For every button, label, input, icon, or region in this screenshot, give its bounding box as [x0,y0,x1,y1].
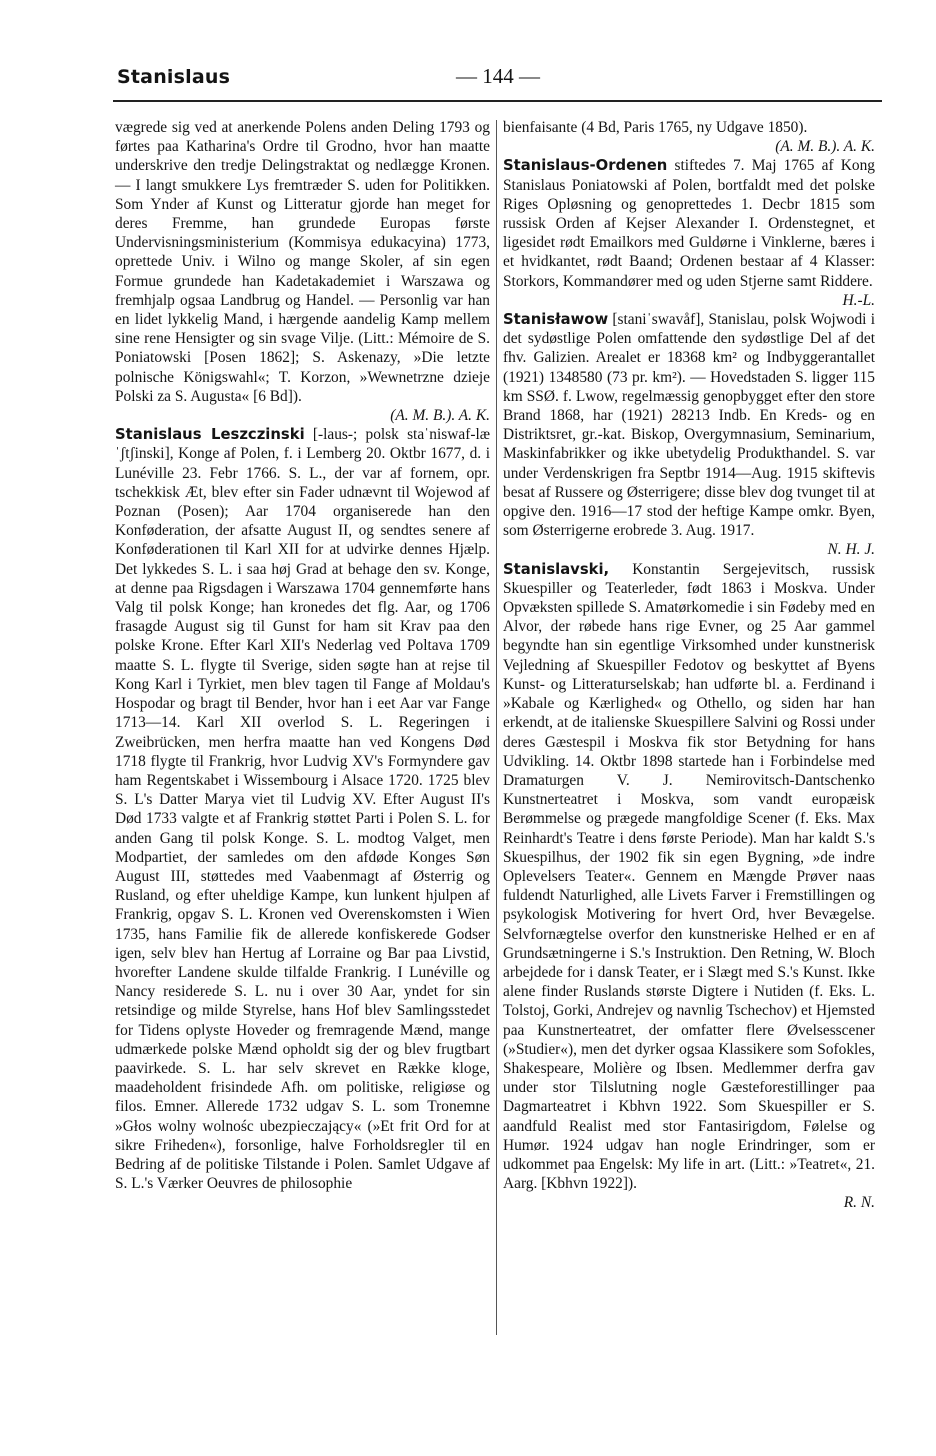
entry-stanislawow [503,310,875,560]
paragraph-text: bienfaisante (4 Bd, Paris 1765, ny Udgave 1850). [503,119,808,136]
continued-paragraph [115,118,490,425]
entry-headword: Stanislaus-Ordenen [503,157,668,175]
entry-stanislavski [503,560,875,1213]
running-headword: Stanislaus [117,66,231,88]
left-column [115,118,490,1193]
author-signature: (A. M. B.). A. K. [775,138,875,156]
header-rule [113,100,882,102]
page-header [0,0,936,110]
author-signature: N. H. J. [827,541,875,559]
right-column [503,118,875,1213]
entry-text: [-laus-; polsk staˈniswaf-læˈʃtʃinski], Konge af Polen, f. i Lemberg 20. Oktbr 1677, d. i Lunéville 23. Febr 1766. S. L., der var af fornem, opr. tschekkisk Æt, blev efter sin Fader udnævnt til Wojewod af Poznan (Posen); Aar 1704 organiserede han den Konføderation, der afsatte August II, og sendtes senere af Konføderationen til Karl XII for at udvirke dennes Hjælp. Det lykkedes S. L. i saa høj Grad at behage den sv. Konge, at denne paa Rigsdagen i Warszawa 1704 gennemførte hans Valg til polsk Konge; han kronedes det flg. Aar, og 1706 frasagde August sig til Gunst for ham sit Krav paa den polske Krone. Efter Karl XII's Nederlag ved Poltava 1709 maatte S. L. flygte til Sverige, siden søgte han at rejse til Kong Karl i Tyrkiet, men blev tagen til Fange af Moldau's Hospodar og bragt til Bender, hvor han i eet Aar var Fange 1713—14. Karl XII overlod S. L. Regeringen i Zweibrücken, men herfra maatte han ved Kongens Død 1718 flygte til Frankrig, hvor Ludvig XV's Formyndere gav ham Regentskabet i Wissembourg i Alsace 1720. 1725 blev S. L's Datter Marya viet til Ludvig XV. Efter August II's Død 1733 valgte et af Frankrig støttet Parti i Polen S. L. for anden Gang til polsk Konge. S. L. modtog Valget, men Modpartiet, der samledes om den afdøde Konges Søn August III, støttedes med Vaabenmagt af Østerrig og Rusland, og efter uheldige Kampe, kun lunkent hjulpen af Frankrig, opgav S. L. Kronen ved Overenskomsten i Wien 1735, hans Familie fik de allerede konfiskerede Godser igen, selv blev han Hertug af Lorraine og Bar paa Livstid, hvorefter Landene skulde tilfalde Frankrig. I Lunéville og Nancy residerede S. L. nu i over 30 Aar, yndet for sin retsindige og milde Styrelse, hans Hof blev Samlingsstedet for Tidens oplyste Hoveder og fremragende Mænd, mange udmærkede polske Mænd opholdt sig der og blev frugtbart paavirkede. S. L. har selv skrevet en Række kloge, maadeholdent frisindede Afh. om politiske, religiøse og filos. Emner. Allerede 1732 udgav S. L. som Tronemne »Głos wolny wolnośc ubezpieczający« (»Et frit Ord for at sikre Friheden«), forsonlige, halve Forholdsregler til en Bedring af de politiske Tilstande i Polen. Samlet Udgave af S. L.'s Værker Oeuvres de philosophie [115,426,490,1193]
paragraph-text: vægrede sig ved at anerkende Polens anden Deling 1793 og førtes paa Katharina's Ordre til Grodno, hvor han maatte underskrive den tredje Delingstraktat og nedlægge Kronen. — I langt smukkere Lys fremtræder S. uden for Politikken. Som Ynder af Kunst og Litteratur gjorde han meget for deres Fremme, han grundede Europas første Undervisningsministerium (Kommisya edukacyina) 1773, oprettede Univ. i Wilno og mange Skoler, af sin egen Formue grundede han Kadetakademiet i Warszawa og fremhjalp ogsaa Landbrug og Handel. — Personlig var han en lidet lykkelig Mand, i hærgende aandelig Kamp mellem sine rene Hensigter og sin svage Vilje. (Litt.: Mémoire de S. Poniatowski [Posen 1862]; S. Askenazy, »Die letzte polnische Königswahl«; T. Korzon, »Wewnetrzne dzieje Polski za S. Augusta« [6 Bd]). [115,119,490,405]
entry-stanislaus-ordenen [503,156,875,310]
continued-paragraph [503,118,875,156]
entry-headword: Stanislavski, [503,560,610,578]
entry-text: Konstantin Sergejevitsch, russisk Skuespiller og Teaterleder, født 1863 i Moskva. Under Opvæksten spillede S. Amatørkomedie i sin Fødeby med en Alvor, der røbede hans rige Evner, og 25 Aar gammel begyndte han sin egentlige Virksomhed under kunstnerisk Vejledning af Skuespiller Fedotov og beskyttet af Byens Kunst- og Litteraturselskab; han udførte bl. a. Ferdinand i »Kabale og Kærlighed« og Othello, og siden har han erkendt, at de italienske Skuespillere Salvini og Rossi under deres Gæstespil i Moskva fik stor Betydning for hans Udvikling. 14. Oktbr 1898 startede han i Forbindelse med Dramaturgen V. J. Nemirovitsch-Dantschenko Kunstnerteatret i Moskva, som vandt europæisk Berømmelse og prægede mangfoldige Scener (f. Eks. Max Reinhardt's Teatre i dens første Periode). Man har kaldt S.'s Skuespilhus, der 1902 fik sin egen Bygning, »de indre Oplevelsers Teater«. Gennem en Mængde Prøver naas fuldendt Naturlighed, alle Livets Farver i Fremstillingen og psykologisk Motivering for hvert Ord, hver Bevægelse. Selvfornægtelse overfor den kunstneriske Helhed er en af Grundsætningerne i S.'s Instruktion. Den Retning, W. Bloch arbejdede for i dansk Teater, er i Slægt med S.'s Kunst. Ikke alene finder Ruslands største Digtere i Nutiden (f. Eks. L. Tolstoj, Gorki, Andrejev og navnlig Tschechov) et Hjemsted paa Kunstnerteatret, der omfatter flere Øvelsesscener (»Studier«), men det dyrker ogsaa Klassikere som Sofokles, Shakespeare, Molière og Ibsen. Medlemmer derfra gav under stor Tilslutning nogle Gæsteforestillinger paa Dagmarteatret i Kbhvn 1922. Som Skuespiller er S. aandfuld Realist med stor Fantasirigdom, Følelse og Humør. 1924 udgav han nogle Erindringer, som er udkommet paa Engelsk: My life in art. (Litt.: »Teatret«, 21. Aarg. [Kbhvn 1922]). [503,560,875,1193]
author-signature: (A. M. B.). A. K. [390,407,490,425]
author-signature: R. N. [843,1194,875,1212]
entry-headword: Stanisławow [503,311,609,329]
entry-text: stiftedes 7. Maj 1765 af Kong Stanislaus Poniatowski af Polen, bortfaldt med det polske Riges Opløsning og genoprettedes 1. Decbr 1815 som russisk Orden af Kejser Alexander I. Ordenstegnet, et ligesidet rødt Emailkors med Guldørne i Vinklerne, bæres i et hvidkantet, rødt Baand; Ordenen bestaar af 4 Klasser: Storkors, Kommandører med og uden Stjerne samt Riddere. [503,157,875,290]
entry-text: [staniˈswavåf], Stanislau, polsk Wojwodi i det sydøstlige Polen omfattende den sydøstlige Del af det fhv. Galizien. Arealet er 18368 km² og Indbyggerantallet (1921) 1348580 (73 pr. km²). — Hovedstaden S. ligger 115 km SSØ. f. Lwow, regelmæssig genopbygget efter den store Brand 1868, har (1921) 28213 Indb. En Kreds- og en Distriktsret, gr.-kat. Biskop, Overgymnasium, Seminarium, Maskinfabrikker og ikke ubetydelig Produkthandel. S. var under Verdenskrigen fra Septbr 1914—Aug. 1915 skiftevis besat af Russere og Østerrigere; disse blev dog tvunget til at opgive den. 1916—17 stod der heftige Kampe omkr. Byen, som Østerrigerne erobrede 3. Aug. 1917. [503,311,875,540]
entry-stanislaus-leszczinski [115,425,490,1193]
author-signature: H.-L. [842,291,875,309]
entry-headword: Stanislaus Leszczinski [115,426,305,444]
page-number: — 144 — [456,64,540,88]
column-divider [496,120,497,1335]
